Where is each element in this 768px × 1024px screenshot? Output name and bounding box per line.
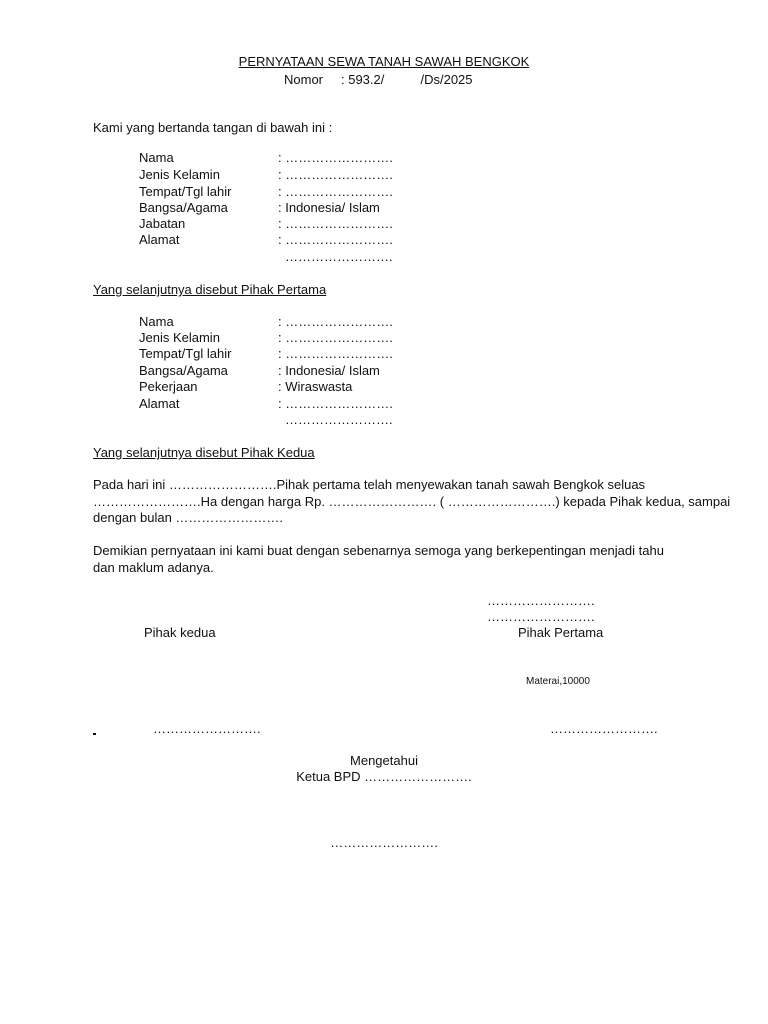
signature-name-left: …………………….	[153, 721, 261, 736]
field-value: : …………………….	[278, 232, 393, 247]
nomor-label: Nomor	[284, 72, 324, 87]
field-label: Bangsa/Agama	[139, 363, 228, 378]
materai-label: Materai,10000	[526, 676, 590, 687]
closing-line: Demikian pernyataan ini kami buat dengan sebenarnya semoga yang berkepentingan menjadi tahu	[93, 543, 664, 558]
ketua-bpd-name: …………………….	[330, 835, 438, 850]
document-title: PERNYATAAN SEWA TANAH SAWAH BENGKOK	[238, 54, 530, 69]
field-value: : Indonesia/ Islam	[278, 363, 380, 378]
field-label: Bangsa/Agama	[139, 200, 228, 215]
field-label: Tempat/Tgl lahir	[139, 184, 232, 199]
body-line: …………………….Ha dengan harga Rp. ……………………. ( …………………….) kepada Pihak kedua, sampai	[93, 494, 731, 509]
mengetahui-label: Mengetahui	[350, 753, 418, 768]
intro-text: Kami yang bertanda tangan di bawah ini :	[93, 120, 333, 135]
field-value: : …………………….	[278, 216, 393, 231]
address-continuation: …………………….	[285, 249, 393, 264]
field-value: : …………………….	[278, 346, 393, 361]
field-label: Nama	[139, 314, 174, 329]
field-value: : …………………….	[278, 150, 393, 165]
nomor-value: : 593.2/ /Ds/2025	[341, 72, 473, 87]
place-date-line: …………………….	[487, 593, 595, 608]
signature-title-left: Pihak kedua	[144, 625, 216, 640]
field-value: : …………………….	[278, 396, 393, 411]
field-value: : …………………….	[278, 330, 393, 345]
place-date-line: …………………….	[487, 609, 595, 624]
field-label: Nama	[139, 150, 174, 165]
closing-line: dan maklum adanya.	[93, 560, 214, 575]
signature-title-right: Pihak Pertama	[518, 625, 604, 640]
field-label: Jenis Kelamin	[139, 167, 220, 182]
body-line: Pada hari ini …………………….Pihak pertama telah menyewakan tanah sawah Bengkok seluas	[93, 477, 646, 492]
body-line: dengan bulan …………………….	[93, 510, 284, 525]
field-value: : …………………….	[278, 184, 393, 199]
field-label: Jabatan	[139, 216, 186, 231]
field-label: Alamat	[139, 232, 180, 247]
field-label: Pekerjaan	[139, 379, 198, 394]
caption-pihak-kedua: Yang selanjutnya disebut Pihak Kedua	[93, 445, 315, 460]
address-continuation: …………………….	[285, 412, 393, 427]
caption-pihak-pertama: Yang selanjutnya disebut Pihak Pertama	[93, 282, 327, 297]
field-value: : …………………….	[278, 167, 393, 182]
field-label: Tempat/Tgl lahir	[139, 346, 232, 361]
field-label: Alamat	[139, 396, 180, 411]
field-value: : Indonesia/ Islam	[278, 200, 380, 215]
stray-mark	[93, 733, 96, 735]
field-label: Jenis Kelamin	[139, 330, 220, 345]
field-value: : …………………….	[278, 314, 393, 329]
signature-name-right: …………………….	[550, 721, 658, 736]
ketua-bpd-label: Ketua BPD …………………….	[296, 769, 472, 784]
field-value: : Wiraswasta	[278, 379, 353, 394]
